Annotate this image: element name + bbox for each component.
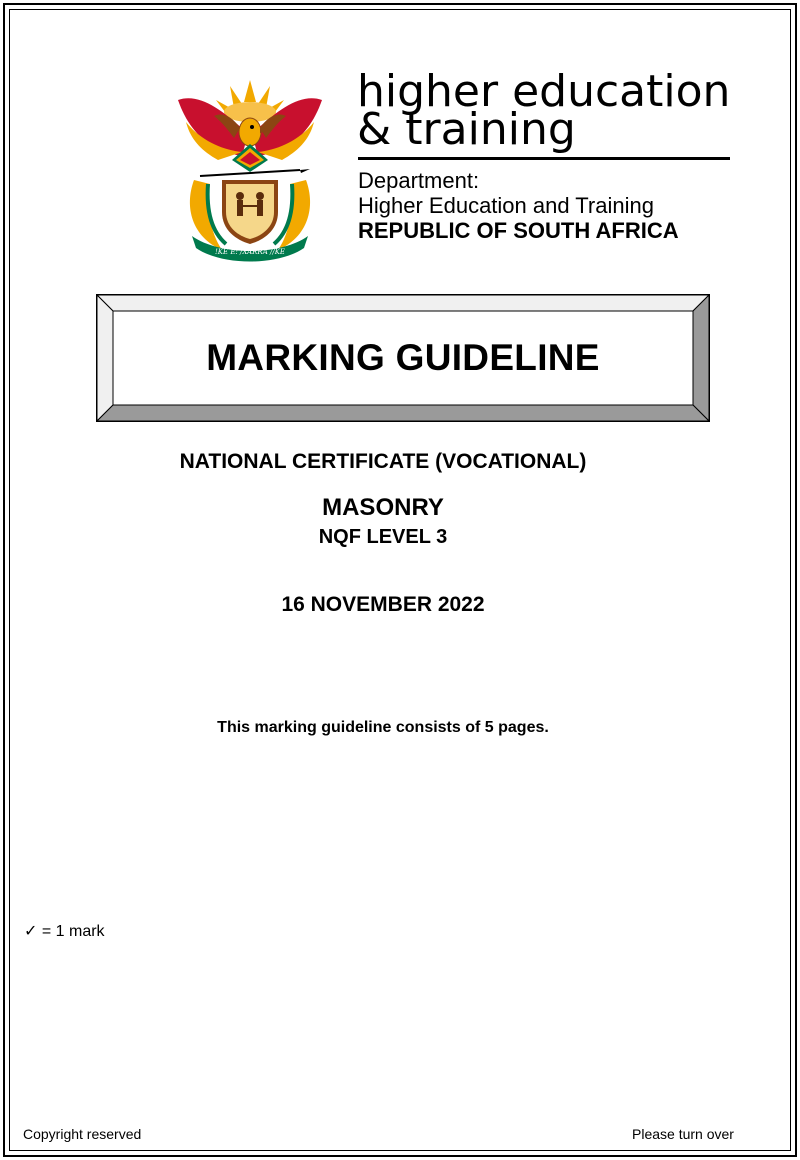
nqf-level: NQF LEVEL 3	[318, 526, 448, 548]
country-name: REPUBLIC OF SOUTH AFRICA	[358, 218, 679, 243]
shield-icon	[222, 180, 278, 244]
department-name: Higher Education and Training	[358, 193, 654, 218]
brand-divider	[358, 157, 730, 160]
brand-line-higher-education: higher education	[357, 66, 731, 117]
brand-line-training: & training	[357, 104, 576, 155]
certificate-name: NATIONAL CERTIFICATE (VOCATIONAL)	[179, 450, 587, 473]
department-label: Department:	[358, 168, 480, 193]
coat-of-arms-logo	[170, 72, 330, 262]
subject-name: MASONRY	[322, 494, 444, 521]
exam-date: 16 NOVEMBER 2022	[281, 593, 485, 616]
page-count-note: This marking guideline consists of 5 pages.	[217, 719, 549, 736]
footer-copyright: Copyright reserved	[23, 1126, 142, 1142]
footer-turn-over: Please turn over	[632, 1126, 734, 1142]
motto-text: !KE E: /XARRA //KE	[214, 248, 286, 256]
checkmark-icon: ✓	[24, 923, 38, 940]
mark-key	[24, 921, 105, 941]
document-title: MARKING GUIDELINE	[206, 337, 600, 378]
mark-key-text: = 1 mark	[37, 923, 105, 940]
